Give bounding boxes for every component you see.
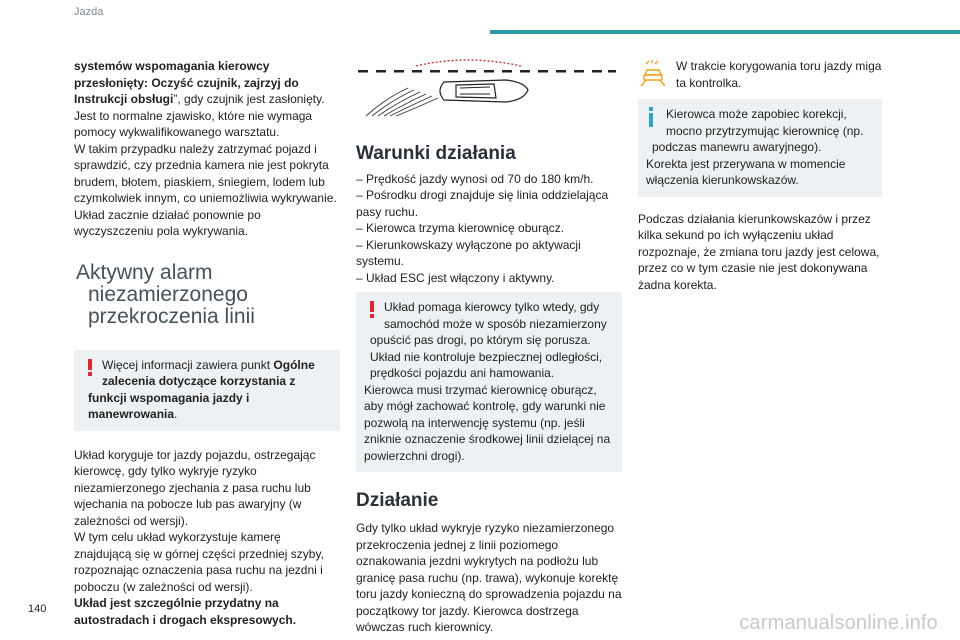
lane-departure-illustration	[356, 58, 618, 120]
condition-item: – Kierunkowskazy wyłączone po aktywacji systemu.	[356, 237, 581, 268]
heading-line-1: Aktywny alarm	[76, 260, 213, 284]
info-text-1: Kierowca może zapobiec korekcji, mocno przytrzymując kierownicę (np. podczas manewru awaryjnego).	[652, 107, 864, 154]
body-paragraph-2: W tym celu układ wykorzystuje kamerę znajdującą się w górnej części przedniej szyby, rozpoznając oznaczenia pasa ruchu na jezdni i poboczu (w zależności od wersji).	[74, 530, 324, 594]
col3-body-paragraph: Podczas działania kierunkowskazów i przez kilka sekund po ich wyłączeniu układ rozpoznaje, że zmiana toru jazdy jest celowa, przez co w tym czasie nie jest dokonywana żadna korekta.	[638, 211, 880, 292]
condition-item: – Układ ESC jest włączony i aktywny.	[356, 270, 555, 285]
info-box	[638, 99, 882, 197]
intro-paragraph-4: Układ zacznie działać ponownie po wyczyszczeniu pola wykrywania.	[74, 207, 261, 238]
heading-conditions: Warunki działania	[356, 142, 516, 164]
column-1	[74, 58, 340, 628]
intro-paragraph-2: Jest to normalne zjawisko, które nie wymaga pomocy wykwalifikowanego warsztatu.	[74, 108, 313, 139]
warning-box-driver	[356, 292, 622, 472]
intro-bold: systemów wspomagania kierowcy przesłonięty: Oczyść czujnik, zajrzyj do Instrukcji obsługi	[74, 59, 299, 106]
column-2	[356, 58, 622, 636]
info-icon	[646, 106, 664, 126]
warning-icon	[364, 299, 382, 319]
intro-text: ”, gdy czujnik jest zasłonięty.	[173, 92, 325, 106]
warning-text-1: Układ pomaga kierowcy tylko wtedy, gdy samochód może w sposób niezamierzony opuścić pas drogi, po którym się porusza. Układ nie kontroluje bezpiecznej odległości, prędkości pojazdu ani hamowania.	[370, 300, 607, 380]
warning-lamp-row	[638, 58, 882, 91]
warning-bold-link: Ogólne zalecenia dotyczące korzystania z funkcji wspomagania jazdy i manewrowania	[88, 357, 315, 421]
warning-text: Więcej informacji zawiera punkt	[102, 357, 274, 372]
warning-box-general	[74, 350, 340, 431]
condition-item: – Pośrodku drogi znajduje się linia oddzielająca pasy ruchu.	[356, 188, 609, 219]
page-number: 140	[28, 603, 47, 615]
warning-icon	[82, 357, 100, 377]
heading-operation: Działanie	[356, 490, 439, 511]
intro-paragraph-1	[74, 58, 340, 108]
body-bold-paragraph: Układ jest szczególnie przydatny na autostradach i drogach ekspresowych.	[74, 596, 297, 627]
warning-text-2: Kierowca musi trzymać kierownicę oburącz, aby mógł zachować kontrolę, gdy warunki nie pozwolą na interwencję systemu (np. jeśli zniknie oznaczenie środkowej linii dzielącej na powierzchni drogi).	[364, 382, 611, 463]
heading-line-2: niezamierzonego	[88, 282, 248, 306]
header-accent-bar	[490, 30, 960, 34]
warning-text-end: .	[174, 407, 178, 421]
column-3	[638, 58, 882, 293]
condition-item: – Kierowca trzyma kierownicę oburącz.	[356, 221, 565, 235]
lamp-description: W trakcie korygowania toru jazdy miga ta kontrolka.	[676, 59, 882, 90]
section-heading	[76, 262, 340, 328]
body-paragraph-1: Układ koryguje tor jazdy pojazdu, ostrzegając kierowcę, gdy tylko wykryje ryzyko niezamierzonego zjechania z pasa ruchu lub wjechania na pobocze lub pas awaryjny (w zależności od wersji).	[74, 447, 316, 528]
header-section-title: Jazda	[74, 6, 104, 18]
heading-line-3: przekroczenia linii	[88, 304, 255, 328]
watermark: carmanualsonline.info	[739, 612, 938, 634]
intro-paragraph-3: W takim przypadku należy zatrzymać pojazd i sprawdzić, czy przednia kamera nie jest pokryta brudem, błotem, piaskiem, śniegiem, lodem lub czymkolwiek innym, co uniemożliwia wykrywanie.	[74, 141, 337, 205]
operation-paragraph: Gdy tylko układ wykryje ryzyko niezamierzonego przekroczenia jednej z linii poziomego oznakowania jezdni wykrytych na podłożu lub granicę pasa ruchu (np. trawa), wykonuje korektę toru jazdy konieczną do sprowadzenia pojazdu na początkowy tor jazdy. Kierowca dostrzega wówczas ruch kierownicy.	[356, 521, 622, 634]
info-text-2: Korekta jest przerywana w momencie włączenia kierunkowskazów.	[646, 156, 846, 187]
lane-keep-warning-lamp-icon	[638, 58, 668, 88]
condition-item: – Prędkość jazdy wynosi od 70 do 180 km/h.	[356, 171, 594, 186]
